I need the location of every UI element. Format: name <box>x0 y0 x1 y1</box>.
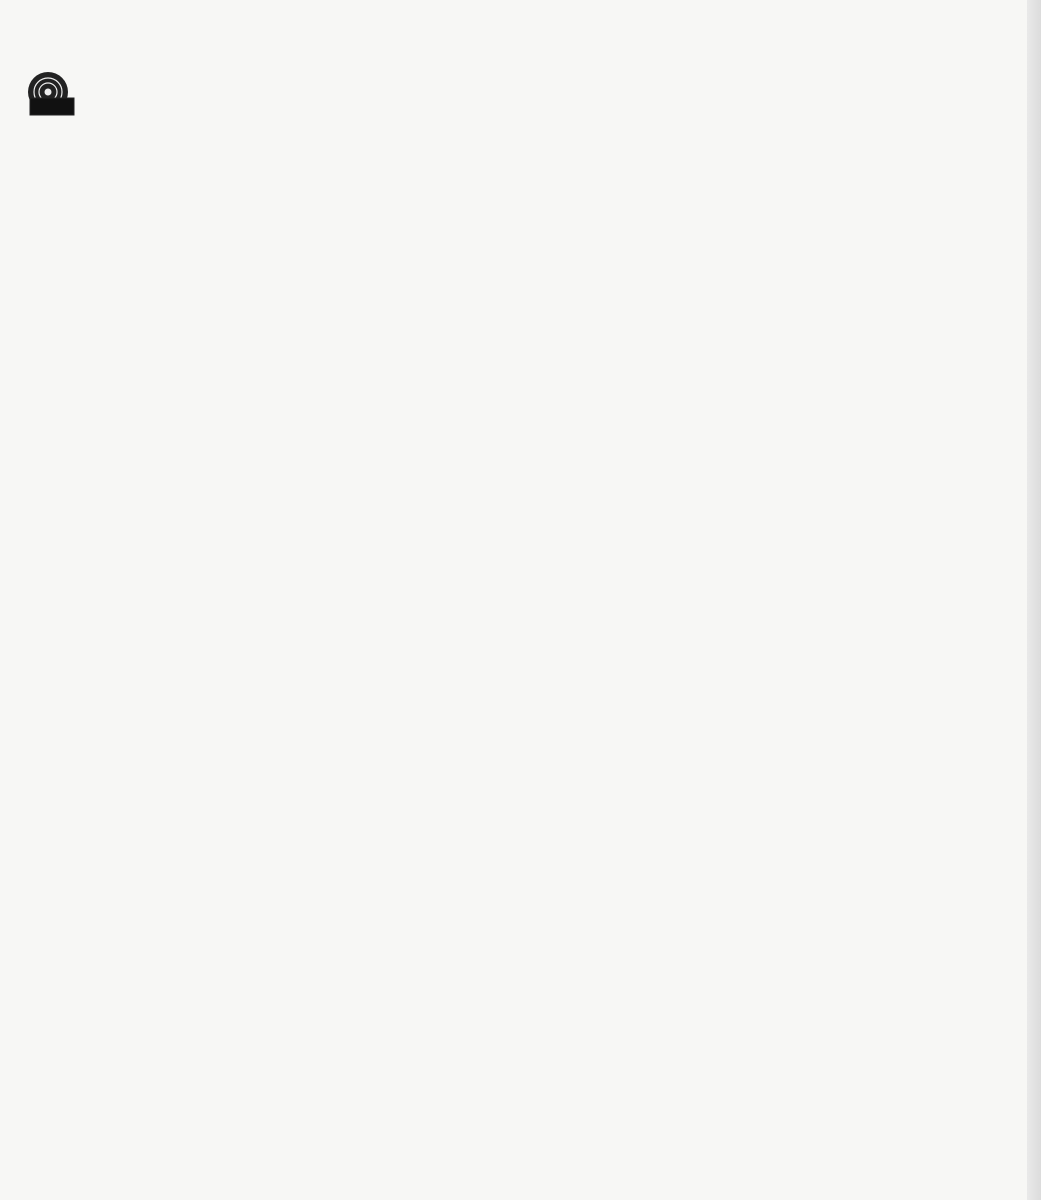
disc-icon <box>22 70 78 118</box>
page-edge-shadow <box>1027 0 1041 1200</box>
